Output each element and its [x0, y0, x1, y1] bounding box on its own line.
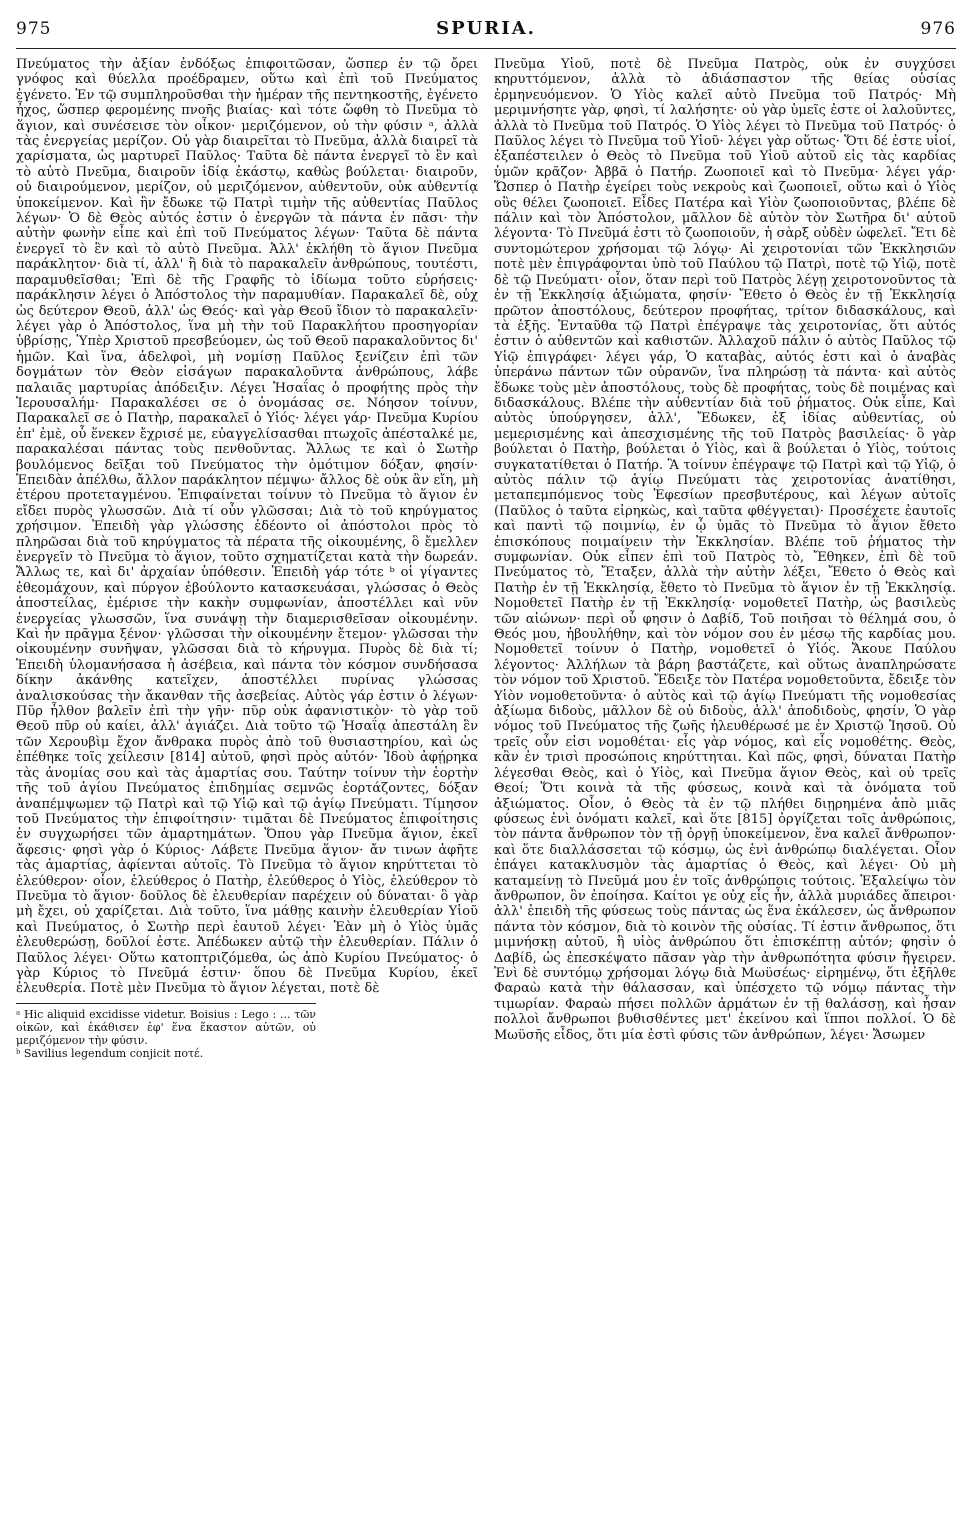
page-number-right: 976 [920, 19, 956, 39]
right-column [494, 57, 956, 1060]
running-title: SPURIA. [436, 18, 536, 39]
left-column-text: Πνεύματος τὴν ἀξίαν ἐνδόξως ἐπιφοιτῶσαν, ὥσπερ ἐν τῷ ὄρει γνόφος καὶ θύελλα προέδραμεν, οὕτω καὶ ἐπὶ τοῦ Πνεύματος ἐγένετο. Ἐν τῷ συμπληροῦσθαι τὴν ἡμέραν τῆς πεντηκοστῆς, ἐγένετο ἦχος, ὥσπερ φερομένης πνοῆς βιαίας· καὶ τότε ὤφθη τὸ Πνεῦμα τὸ ἅγιον, καὶ συνέσεισε τὸν οἶκον· μεριζόμενον, οὐ τὴν φύσιν ᵃ, ἀλλὰ τὰς ἐνεργείας μερίζον. Οὐ γὰρ διαιρεῖται τὸ Πνεῦμα, ἀλλὰ διαιρεῖ τὰ χαρίσματα, ὡς μαρτυρεῖ Παῦλος· Ταῦτα δὲ πάντα ἐνεργεῖ τὸ ἓν καὶ τὸ αὐτὸ Πνεῦμα, διαιροῦν ἰδίᾳ ἑκάστῳ, καθὼς βούλεται· διαιροῦν, οὐ διαιρούμενον, μερίζον, οὐ μεριζόμενον, αὐθεντοῦν, οὐκ αὐθεντίᾳ ὑποκείμενον. Καὶ ἣν ἔδωκε τῷ Πατρὶ τιμὴν τῆς αὐθεντίας Παῦλος λέγων· Ὁ δὲ Θεὸς αὐτός ἐστιν ὁ ἐνεργῶν τὰ πάντα ἐν πᾶσι· τὴν αὐτὴν φωνὴν εἶπε καὶ ἐπὶ τοῦ Πνεύματος λέγων· Ταῦτα δὲ πάντα ἐνεργεῖ τὸ ἓν καὶ τὸ αὐτὸ Πνεῦμα. Ἀλλ' ἐκλήθη τὸ ἅγιον Πνεῦμα παράκλητον· διὰ τί, ἀλλ' ἢ διὰ τὸ παρακαλεῖν ἀνθρώπους, τουτέστι, παραμυθεῖσθαι; Ἐπὶ δὲ τῆς Γραφῆς τὸ ἰδίωμα τοῦτο εὑρήσεις· παράκλησιν λέγει ὁ Ἀπόστολος τὴν παραμυθίαν. Παρακαλεῖ δὲ, οὐχ ὡς δεύτερον Θεοῦ, ἀλλ' ὡς Θεός· καὶ γὰρ Θεοῦ ἴδιον τὸ παρακαλεῖν· λέγει γὰρ ὁ Ἀπόστολος, ἵνα μὴ τὴν τοῦ Παρακλήτου προσηγορίαν ὑβρίσῃς, Ὑπὲρ Χριστοῦ πρεσβεύομεν, ὡς τοῦ Θεοῦ παρακαλοῦντος δι' ἡμῶν. Καὶ ἵνα, ἀδελφοὶ, μὴ νομίσῃ Παῦλος ξενίζειν ἐπὶ τῶν δογμάτων τὸν Θεὸν εἰσάγων παρακαλοῦντα ἀνθρώπους, λάβε παλαιᾶς μαρτυρίας ἀπόδειξιν. Λέγει Ἡσαΐας ὁ προφήτης πρὸς τὴν Ἱερουσαλήμ· Παρακαλέσει σε ὁ ὀνομάσας σε. Νόησον τοίνυν, Παρακαλεῖ σε ὁ Πατὴρ, παρακαλεῖ ὁ Υἱός· λέγει γάρ· Πνεῦμα Κυρίου ἐπ' ἐμὲ, οὗ ἕνεκεν ἔχρισέ με, εὐαγγελίσασθαι πτωχοῖς ἀπέσταλκέ με, παρακαλέσαι πάντας τοὺς πενθοῦντας. Ἄλλως τε καὶ ὁ Σωτὴρ βουλόμενος δεῖξαι τοῦ Πνεύματος τὴν ὁμότιμον δόξαν, φησίν· Ἐπειδὰν ἀπέλθω, ἄλλον παράκλητον πέμψω· ἄλλος δὲ οὐκ ἂν εἴη, μὴ ἑτέρου προτεταγμένου. Ἐπιφαίνεται τοίνυν τὸ Πνεῦμα τὸ ἅγιον ἐν εἴδει πυρὸς γλωσσῶν. Διὰ τί οὖν γλῶσσαι; Διὰ τὸ τοῦ κηρύγματος χρήσιμον. Ἐπειδὴ γὰρ γλώσσης ἐδέοντο οἱ ἀπόστολοι πρὸς τὸ πληρῶσαι διὰ τοῦ κηρύγματος τὰ πέρατα τῆς οἰκουμένης, ὃ ἔμελλεν ἐνεργεῖν τὸ Πνεῦμα τὸ ἅγιον, τοῦτο σχηματίζεται κατὰ τὴν δωρεάν. Ἄλλως τε, καὶ δι' ἀρχαίαν ὑπόθεσιν. Ἐπειδὴ γάρ τότε ᵇ οἱ γίγαντες ἐθεομάχουν, καὶ πύργον ἐβούλοντο κατασκευάσαι, γλώσσας ὁ Θεὸς ἀποστείλας, ἐμέρισε τὴν κακὴν συμφωνίαν, ἀποστέλλει καὶ νῦν ἐνεργείας γλωσσῶν, ἵνα συνάψῃ τὴν διαμερισθεῖσαν οἰκουμένην. Καὶ ἦν πρᾶγμα ξένον· γλῶσσαι τὴν οἰκουμένην ἔτεμον· γλῶσσαι τὴν οἰκουμένην συνῆψαν, γλῶσσαι διὰ τὸ κήρυγμα. Πυρὸς δὲ διὰ τί; Ἐπειδὴ ὑλομανήσασα ἡ ἀσέβεια, καὶ πάντα τὸν κόσμον συνδήσασα δίκην ἀκάνθης κατεῖχεν, ἀποστέλλει πυρίνας γλώσσας ἀναλισκούσας τὴν ἄκανθαν τῆς ἀσεβείας. Αὐτὸς γάρ ἐστιν ὁ λέγων· Πῦρ ἦλθον βαλεῖν ἐπὶ τὴν γῆν· πῦρ οὐκ ἀφανιστικὸν· τὸ γὰρ τοῦ Θεοῦ πῦρ οὐ καίει, ἀλλ' ἁγιάζει. Διὰ τοῦτο τῷ Ἡσαΐᾳ ἀπεστάλη ἓν τῶν Χερουβὶμ ἔχον ἄνθρακα πυρὸς ἀπὸ τοῦ θυσιαστηρίου, καὶ ὡς ἐπέθηκε τοῖς χείλεσιν [814] αὐτοῦ, φησὶ πρὸς αὐτόν· Ἰδοὺ ἀφῄρηκα τὰς ἀνομίας σου καὶ τὰς ἁμαρτίας σου. Ταύτην τοίνυν τὴν ἑορτὴν τῆς τοῦ ἁγίου Πνεύματος ἐπιδημίας σεμνῶς ἑορτάζοντες, δόξαν ἀναπέμψωμεν τῷ Πατρὶ καὶ τῷ Υἱῷ καὶ τῷ ἁγίῳ Πνεύματι. Τίμησον τοῦ Πνεύματος τὴν ἐπιφοίτησιν· τιμᾶται δὲ Πνεύματος ἐπιφοίτησις ἐν συγχωρήσει τῶν ἁμαρτημάτων. Ὅπου γὰρ Πνεῦμα ἅγιον, ἐκεῖ ἄφεσις· φησὶ γὰρ ὁ Κύριος· Λάβετε Πνεῦμα ἅγιον· ἄν τινων ἀφῆτε τὰς ἁμαρτίας, ἀφίενται αὐτοῖς. Τὸ Πνεῦμα τὸ ἅγιον κηρύττεται τὸ ἐλεύθερον· οἷον, ἐλεύθερος ὁ Πατὴρ, ἐλεύθερος ὁ Υἱὸς, ἐλεύθερον τὸ Πνεῦμα τὸ ἅγιον· δοῦλος δὲ ἐλευθερίαν παρέχειν οὐ δύναται· ὃ γὰρ μὴ ἔχει, οὐ χαρίζεται. Διὰ τοῦτο, ἵνα μάθῃς καινὴν ἐλευθερίαν Υἱοῦ καὶ Πνεύματος, ὁ Σωτὴρ περὶ ἑαυτοῦ λέγει· Ἐὰν μὴ ὁ Υἱὸς ὑμᾶς ἐλευθερώσῃ, δοῦλοί ἐστε. Ἀπέδωκεν αὐτῷ τὴν ἐλευθερίαν. Πάλιν ὁ Παῦλος λέγει· Οὕτω κατοπτριζόμεθα, ὡς ἀπὸ Κυρίου Πνεύματος· ὁ γὰρ Κύριος τὸ Πνεῦμά ἐστιν· ὅπου δὲ Πνεῦμα Κυρίου, ἐκεῖ ἐλευθερία. Ποτὲ μὲν Πνεῦμα τὸ ἅγιον λέγεται, ποτὲ δὲ [16, 57, 478, 997]
left-column [16, 57, 478, 1060]
right-column-text: Πνεῦμα Υἱοῦ, ποτὲ δὲ Πνεῦμα Πατρὸς, οὐκ ἐν συγχύσει κηρυττόμενον, ἀλλὰ τὸ ἀδιάσπαστον τῆς θείας οὐσίας ἑρμηνευόμενον. Ὁ Υἱὸς καλεῖ αὐτὸ Πνεῦμα τοῦ Πατρός· Μὴ μεριμνήσητε γὰρ, φησὶ, τί λαλήσητε· οὐ γὰρ ὑμεῖς ἐστε οἱ λαλοῦντες, ἀλλὰ τὸ Πνεῦμα τοῦ Πατρός. Ὁ Υἱὸς λέγει τὸ Πνεῦμα τοῦ Πατρός· ὁ Παῦλος λέγει τὸ Πνεῦμα τοῦ Υἱοῦ· λέγει γὰρ οὕτως· Ὅτι δέ ἐστε υἱοί, ἐξαπέστειλεν ὁ Θεὸς τὸ Πνεῦμα τοῦ Υἱοῦ αὐτοῦ εἰς τὰς καρδίας ὑμῶν κρᾶζον· Ἀββᾶ ὁ Πατήρ. Ζωοποιεῖ καὶ τὸ Πνεῦμα· λέγει γάρ· Ὥσπερ ὁ Πατὴρ ἐγείρει τοὺς νεκροὺς καὶ ζωοποιεῖ, οὕτω καὶ ὁ Υἱὸς οὓς θέλει ζωοποιεῖ. Εἶδες Πατέρα καὶ Υἱὸν ζωοποιοῦντας, βλέπε δὲ πάλιν καὶ τὸν Ἀπόστολον, μᾶλλον δὲ αὐτὸν τὸν Σωτῆρα δι' αὐτοῦ λέγοντα· Τὸ Πνεῦμά ἐστι τὸ ζωοποιοῦν, ἡ σὰρξ οὐδὲν ὠφελεῖ. Ἔτι δὲ συντομώτερον χρήσομαι τῷ λόγῳ· Αἱ χειροτονίαι τῶν Ἐκκλησιῶν ποτὲ μὲν ἐπιγράφονται ὑπὸ τοῦ Παύλου τῷ Πατρὶ, ποτὲ τῷ Υἱῷ, ποτὲ δὲ τῷ Πνεύματι· οἷον, ὅταν περὶ τοῦ Πατρὸς λέγῃ χειροτονοῦντος τὰ ἐν τῇ Ἐκκλησίᾳ ἀξιώματα, φησίν· Ἔθετο ὁ Θεὸς ἐν τῇ Ἐκκλησίᾳ πρῶτον ἀποστόλους, δεύτερον προφήτας, τρίτον διδασκάλους, καὶ τὰ ἑξῆς. Ἐνταῦθα τῷ Πατρὶ ἐπέγραψε τὰς χειροτονίας, ὅτι αὐτός ἐστιν ὁ αὐθεντῶν καὶ καθιστῶν. Ἀλλαχοῦ πάλιν ὁ αὐτὸς Παῦλος τῷ Υἱῷ ἐπιγράφει· λέγει γάρ, Ὁ καταβὰς, αὐτός ἐστι καὶ ὁ ἀναβὰς ὑπεράνω πάντων τῶν οὐρανῶν, ἵνα πληρώσῃ τὰ πάντα· καὶ αὐτὸς ἔδωκε τοὺς μὲν ἀποστόλους, τοὺς δὲ προφήτας, τοὺς δὲ ποιμένας καὶ διδασκάλους. Βλέπε τὴν αὐθεντίαν διὰ τοῦ ῥήματος. Οὐκ εἶπε, Καὶ αὐτὸς ὑπούργησεν, ἀλλ', Ἔδωκεν, ἐξ ἰδίας αὐθεντίας, οὐ μεμερισμένης καὶ ἀπεσχισμένης τῆς τοῦ Πατρὸς βασιλείας· ὃ γὰρ βούλεται ὁ Πατὴρ, βούλεται ὁ Υἱὸς, καὶ ἃ βούλεται ὁ Υἱὸς, τούτοις συγκατατίθεται ὁ Πατήρ. Ἃ τοίνυν ἐπέγραψε τῷ Πατρὶ καὶ τῷ Υἱῷ, ὁ αὐτὸς πάλιν τῷ ἁγίῳ Πνεύματι τὰς χειροτονίας ἀνατίθησι, μεταπεμπόμενος τοὺς Ἐφεσίων πρεσβυτέρους, καὶ λέγων αὐτοῖς (Παῦλος ὁ ταῦτα εἰρηκὼς, καὶ ταῦτα φθέγγεται)· Προσέχετε ἑαυτοῖς καὶ παντὶ τῷ ποιμνίῳ, ἐν ᾧ ὑμᾶς τὸ Πνεῦμα τὸ ἅγιον ἔθετο ἐπισκόπους ποιμαίνειν τὴν Ἐκκλησίαν. Βλέπε τοῦ ῥήματος τὴν συμφωνίαν. Οὐκ εἶπεν ἐπὶ τοῦ Πατρὸς τὸ, Ἔθηκεν, ἐπὶ δὲ τοῦ Πνεύματος τὸ, Ἔταξεν, ἀλλὰ τὴν αὐτὴν λέξει, Ἔθετο ὁ Θεὸς καὶ Πατὴρ ἐν τῇ Ἐκκλησίᾳ, ἔθετο τὸ Πνεῦμα τὸ ἅγιον ἐν τῇ Ἐκκλησίᾳ. Νομοθετεῖ Πατὴρ ἐν τῇ Ἐκκλησίᾳ· νομοθετεῖ Πατὴρ, ὡς βασιλεὺς τῶν αἰώνων· περὶ οὗ φησιν ὁ Δαβίδ, Τοῦ ποιῆσαι τὸ θέλημά σου, ὁ Θεός μου, ἠβουλήθην, καὶ τὸν νόμον σου ἐν μέσῳ τῆς καρδίας μου. Νομοθετεῖ τοίνυν ὁ Πατὴρ, νομοθετεῖ ὁ Υἱός. Ἄκουε Παύλου λέγοντος· Ἀλλήλων τὰ βάρη βαστάζετε, καὶ οὕτως ἀναπληρώσατε τὸν νόμον τοῦ Χριστοῦ. Ἔδειξε τὸν Πατέρα νομοθετοῦντα, ἔδειξε τὸν Υἱὸν νομοθετοῦντα· ὁ αὐτὸς καὶ τῷ ἁγίῳ Πνεύματι τῆς νομοθεσίας ἀξίωμα διδοὺς, μᾶλλον δὲ οὐ διδοὺς, ἀλλ' ἀποδιδοὺς, φησίν, Ὁ γὰρ νόμος τοῦ Πνεύματος τῆς ζωῆς ἠλευθέρωσέ με ἐν Χριστῷ Ἰησοῦ. Οὐ τρεῖς οὖν εἰσι νομοθέται· εἷς γὰρ νόμος, καὶ εἷς νομοθέτης. Θεὸς, κἂν ἐν τρισὶ προσώποις κηρύττηται. Καὶ πῶς, φησὶ, δύναται Πατὴρ λέγεσθαι Θεὸς, καὶ ὁ Υἱὸς, καὶ Πνεῦμα ἅγιον Θεὸς, καὶ οὐ τρεῖς Θεοί; Ὅτι κοινὰ τὰ τῆς φύσεως, κοινὰ καὶ τὰ ὀνόματα τοῦ ἀξιώματος. Οἷον, ὁ Θεὸς τὰ ἐν τῷ πλήθει διῃρημένα ἀπὸ μιᾶς φύσεως ἑνὶ ὀνόματι καλεῖ, καὶ ὅτε [815] ὀργίζεται τοῖς ἀνθρώποις, τὸν πάντα ἄνθρωπον τὸν τῇ ὀργῇ ὑποκείμενον, ἕνα καλεῖ ἄνθρωπον· καὶ ὅτε διαλλάσσεται τῷ κόσμῳ, ὡς ἑνὶ ἀνθρώπῳ διαλέγεται. Οἷον ἐπάγει κατακλυσμὸν τὰς ἁμαρτίας ὁ Θεὸς, καὶ λέγει· Οὐ μὴ καταμείνῃ τὸ Πνεῦμά μου ἐν τοῖς ἀνθρώποις τούτοις. Ἐξαλείψω τὸν ἄνθρωπον, ὃν ἐποίησα. Καίτοι γε οὐχ εἷς ἦν, ἀλλὰ μυριάδες ἄπειροι· ἀλλ' ἐπειδὴ τῆς φύσεως τοὺς πάντας ὡς ἕνα ἐκάλεσεν, ὡς ἄνθρωπον πάντα τὸν κόσμον, διὰ τὸ κοινὸν τῆς οὐσίας. Τί ἐστιν ἄνθρωπος, ὅτι μιμνήσκῃ αὐτοῦ, ἢ υἱὸς ἀνθρώπου ὅτι ἐπισκέπτῃ αὐτόν; φησὶν ὁ Δαβίδ, ὡς ἐπεσκέψατο πᾶσαν γὰρ τὴν ἀνθρωπότητα φύσιν ἤγειρεν. Ἐνὶ δὲ συντόμῳ χρήσομαι λόγῳ διὰ Μωϋσέως· εἰρημένῳ, ὅτι ἐξῆλθε Φαραὼ κατὰ τὴν θάλασσαν, καὶ ὑπέσχετο τῷ νόμῳ πάντας τὴν τιμωρίαν. Φαραὼ πήσει πολλῶν ἁρμάτων ἐν τῇ θαλάσσῃ, καὶ ἦσαν πολλοὶ ἄνθρωποι βυθισθέντες μετ' ἐκείνου καὶ ἵπποι πολλοί. Ὁ δὲ Μωϋσῆς εἶδος, ὅτι μία ἐστὶ φύσις τῶν ἀνθρώπων, λέγει· Ἄσωμεν [494, 57, 956, 1043]
footnotes [16, 1003, 316, 1060]
text-columns [16, 57, 956, 1060]
page-header [16, 18, 956, 49]
page-number-left: 975 [16, 19, 52, 39]
footnote-a: ᵃ Hic aliquid excidisse videtur. Boisius : Lego : ... τῶν οἰκῶν, καὶ ἐκάθισεν ἐφ' ἕνα ἕκαστον αὐτῶν, οὐ μεριζόμενον τὴν φύσιν. [16, 1007, 316, 1047]
footnote-b: ᵇ Savilius legendum conjicit ποτέ. [16, 1046, 204, 1060]
